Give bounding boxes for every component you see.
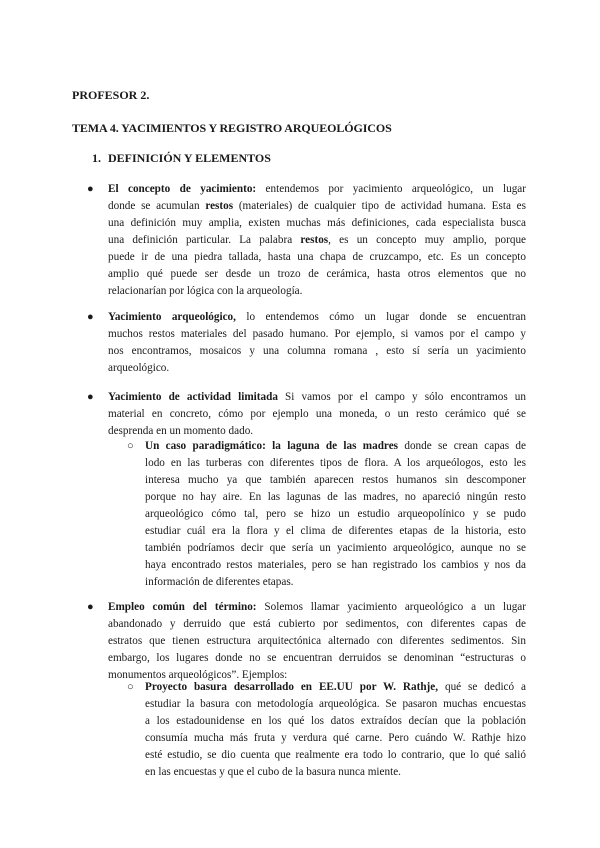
paragraph-text: arqueológico cómo tal, pero se hizo un estudio arqueopolínico y se pudo xyxy=(145,508,526,520)
paragraph-text: , es un concepto muy amplio, porque xyxy=(328,234,527,246)
section-number: 1. xyxy=(92,151,101,165)
paragraph-text: esté estudio, se dio cuenta que realmente era todo lo contrario, que lo qué salió xyxy=(145,749,526,761)
professor-heading: PROFESOR 2. xyxy=(72,88,150,102)
paragraph-text: una definición particular. La palabra xyxy=(108,234,301,246)
paragraph-text: nos encontramos, mosaicos y una columna romana , esto sí sería un yacimiento xyxy=(108,345,526,357)
paragraph-text: consumía mucha más fruta y verdura qué carne. Pero cuándo W. Rathje hizo xyxy=(145,732,526,744)
paragraph-text: interesa mucho ya que también aparecen restos humanos sin descomponer xyxy=(145,474,526,486)
paragraph-text: haya encontrado restos materiales, pero se han registrado los cambios y nos da xyxy=(145,559,526,571)
paragraph-text: en las encuestas y que el cubo de la basura nunca miente. xyxy=(145,766,401,778)
paragraph-text: embargo, los lugares donde no se encuentran derruidos se denominan “estructuras o xyxy=(108,652,526,664)
term-lead: El concepto de yacimiento: xyxy=(108,183,257,195)
paragraph-text: monumentos arqueológicos”. Ejemplos: xyxy=(108,669,288,681)
paragraph-text: entendemos por yacimiento arqueológico, un lugar xyxy=(256,183,526,195)
paragraph-text: estudiar la basura con metodología arqueológica. Se pasaron muchas encuestas xyxy=(145,698,526,710)
paragraph-text: Solemos llamar yacimiento arqueológico a un lugar xyxy=(256,601,526,613)
term-lead: Yacimiento de actividad limitada xyxy=(108,391,278,403)
paragraph-text: puede ir de una piedra tallada, hasta una chapa de cruzcampo, etc. Es un concepto xyxy=(108,251,526,263)
bullet-marker: ● xyxy=(87,311,94,323)
paragraph-text: donde se crean capas de xyxy=(398,440,526,452)
paragraph-text: Si vamos por el campo y sólo encontramos un xyxy=(277,391,526,403)
term-lead: Un caso paradigmático: la laguna de las madres xyxy=(145,440,399,452)
bullet-concepto-yacimiento xyxy=(87,181,527,300)
paragraph-text: arqueológico. xyxy=(108,362,170,374)
term-lead: Yacimiento arqueológico, xyxy=(108,311,236,323)
bullet-actividad-limitada xyxy=(87,389,526,440)
term-lead: Empleo común del término: xyxy=(108,601,257,613)
paragraph-text: lo entendemos cómo un lugar donde se encuentran xyxy=(235,311,526,323)
bullet-empleo-comun xyxy=(87,599,526,684)
bullet-marker: ● xyxy=(87,391,94,403)
term-lead: Proyecto basura desarrollado en EE.UU por W. Rathje, xyxy=(145,681,439,693)
bullet-marker: ● xyxy=(87,183,94,195)
paragraph-text: amplio qué puede ser desde un trozo de cerámica, hasta otros elementos que no xyxy=(108,268,526,280)
bold-term: restos xyxy=(205,200,234,212)
paragraph-text: relacionarían por lógica con la arqueología. xyxy=(108,285,303,297)
paragraph-text: a los estadounidense en los qué los datos extraídos decían que la población xyxy=(145,715,526,727)
paragraph-text: información de diferentes etapas. xyxy=(145,576,294,588)
paragraph-text: estudiar cuál era la flora y el clima de diferentes etapas de la historia, esto xyxy=(145,525,526,537)
topic-heading: TEMA 4. YACIMIENTOS Y REGISTRO ARQUEOLÓGICOS xyxy=(72,121,392,135)
paragraph-text: muchos restos materiales del pasado humano. Por ejemplo, si vamos por el campo y xyxy=(108,328,526,340)
section-heading xyxy=(92,151,271,166)
paragraph-text: (materiales) de cualquier tipo de actividad humana. Esta es xyxy=(233,200,526,212)
paragraph-text: qué se dedicó a xyxy=(438,681,526,693)
sub-bullet-marker: ○ xyxy=(127,681,134,693)
paragraph-text: también podríamos decir que sería un yacimiento arqueológico, aunque no se xyxy=(145,542,526,554)
section-title: DEFINICIÓN Y ELEMENTOS xyxy=(108,151,271,165)
bullet-yacimiento-arqueologico xyxy=(87,309,526,377)
sub-bullet-proyecto-basura xyxy=(127,679,526,781)
paragraph-text: material en concreto, cómo por ejemplo una moneda, o un resto cerámico qué se xyxy=(108,408,526,420)
paragraph-text: lodo en las turberas con diferentes tipos de flora. A los arqueólogos, esto les xyxy=(145,457,526,469)
paragraph-text: desprenda en un momento dado. xyxy=(108,425,254,437)
paragraph-text: una definición muy amplia, existen muchas más definiciones, cada especialista busca xyxy=(108,217,526,229)
sub-bullet-marker: ○ xyxy=(127,440,134,452)
paragraph-text: abandonado y derruido que está cubierto por sedimentos, con diferentes capas de xyxy=(108,618,526,630)
paragraph-text: porque no hay aire. En las lagunas de las madres, no apareció ningún resto xyxy=(145,491,526,503)
bullet-marker: ● xyxy=(87,601,94,613)
paragraph-text: estratos que tienen estructura arquitectónica alternado con diferentes sedimentos. Sin xyxy=(108,635,526,647)
bold-term: restos xyxy=(300,234,329,246)
paragraph-text: donde se acumulan xyxy=(108,200,206,212)
sub-bullet-laguna-madres xyxy=(127,438,526,591)
